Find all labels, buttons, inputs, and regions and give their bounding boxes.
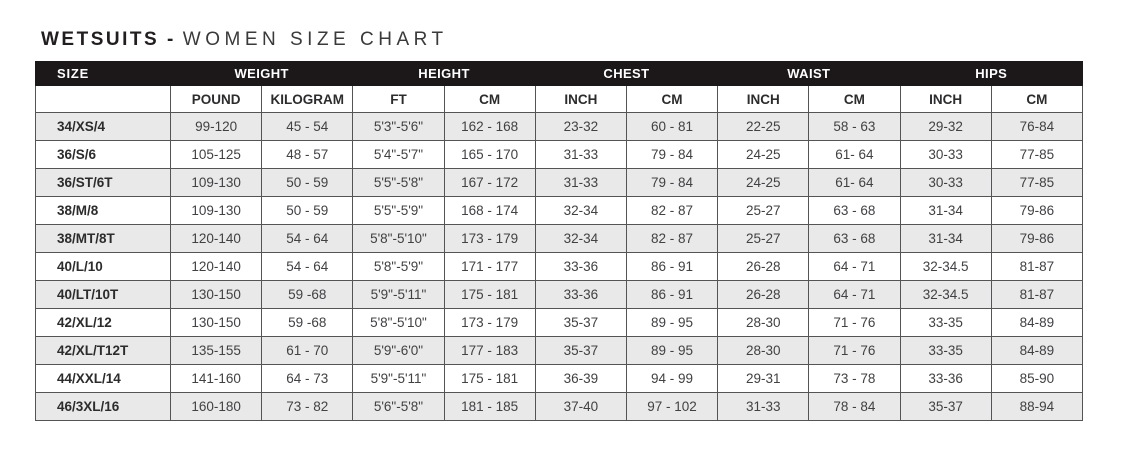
size-cell: 42/XL/12 bbox=[36, 309, 171, 337]
value-cell: 31-33 bbox=[535, 169, 626, 197]
value-cell: 28-30 bbox=[718, 337, 809, 365]
size-cell: 36/S/6 bbox=[36, 141, 171, 169]
value-cell: 120-140 bbox=[171, 225, 262, 253]
value-cell: 85-90 bbox=[991, 365, 1082, 393]
table-row bbox=[36, 281, 1083, 309]
size-chart-table bbox=[35, 61, 1083, 421]
value-cell: 71 - 76 bbox=[809, 309, 900, 337]
value-cell: 24-25 bbox=[718, 169, 809, 197]
subheader-unit-7: INCH bbox=[718, 86, 809, 113]
value-cell: 64 - 71 bbox=[809, 281, 900, 309]
value-cell: 22-25 bbox=[718, 113, 809, 141]
value-cell: 81-87 bbox=[991, 281, 1082, 309]
value-cell: 61- 64 bbox=[809, 169, 900, 197]
subheader-unit-6: CM bbox=[626, 86, 717, 113]
value-cell: 5'9"-6'0" bbox=[353, 337, 444, 365]
value-cell: 5'3"-5'6" bbox=[353, 113, 444, 141]
group-header-row bbox=[36, 62, 1083, 86]
value-cell: 77-85 bbox=[991, 169, 1082, 197]
value-cell: 61 - 70 bbox=[262, 337, 353, 365]
subheader-unit-2: KILOGRAM bbox=[262, 86, 353, 113]
value-cell: 141-160 bbox=[171, 365, 262, 393]
value-cell: 82 - 87 bbox=[626, 197, 717, 225]
size-cell: 36/ST/6T bbox=[36, 169, 171, 197]
table-row bbox=[36, 337, 1083, 365]
value-cell: 28-30 bbox=[718, 309, 809, 337]
value-cell: 64 - 73 bbox=[262, 365, 353, 393]
value-cell: 79 - 84 bbox=[626, 141, 717, 169]
value-cell: 167 - 172 bbox=[444, 169, 535, 197]
value-cell: 84-89 bbox=[991, 337, 1082, 365]
value-cell: 24-25 bbox=[718, 141, 809, 169]
value-cell: 32-34.5 bbox=[900, 281, 991, 309]
value-cell: 36-39 bbox=[535, 365, 626, 393]
value-cell: 82 - 87 bbox=[626, 225, 717, 253]
value-cell: 33-36 bbox=[900, 365, 991, 393]
size-cell: 40/L/10 bbox=[36, 253, 171, 281]
subheader-unit-3: FT bbox=[353, 86, 444, 113]
subheader-unit-5: INCH bbox=[535, 86, 626, 113]
table-row bbox=[36, 253, 1083, 281]
value-cell: 32-34 bbox=[535, 197, 626, 225]
value-cell: 88-94 bbox=[991, 393, 1082, 421]
subheader-unit-9: INCH bbox=[900, 86, 991, 113]
size-cell: 34/XS/4 bbox=[36, 113, 171, 141]
value-cell: 79-86 bbox=[991, 225, 1082, 253]
value-cell: 33-36 bbox=[535, 253, 626, 281]
value-cell: 99-120 bbox=[171, 113, 262, 141]
title-rest: WOMEN SIZE CHART bbox=[182, 29, 448, 50]
value-cell: 86 - 91 bbox=[626, 281, 717, 309]
value-cell: 5'8"-5'10" bbox=[353, 309, 444, 337]
value-cell: 33-35 bbox=[900, 337, 991, 365]
table-row bbox=[36, 113, 1083, 141]
value-cell: 173 - 179 bbox=[444, 225, 535, 253]
value-cell: 50 - 59 bbox=[262, 169, 353, 197]
value-cell: 173 - 179 bbox=[444, 309, 535, 337]
value-cell: 89 - 95 bbox=[626, 309, 717, 337]
value-cell: 31-34 bbox=[900, 197, 991, 225]
group-header-waist: WAIST bbox=[718, 62, 900, 86]
value-cell: 63 - 68 bbox=[809, 225, 900, 253]
value-cell: 23-32 bbox=[535, 113, 626, 141]
value-cell: 63 - 68 bbox=[809, 197, 900, 225]
value-cell: 168 - 174 bbox=[444, 197, 535, 225]
value-cell: 31-33 bbox=[535, 141, 626, 169]
size-cell: 38/MT/8T bbox=[36, 225, 171, 253]
subheader-row bbox=[36, 86, 1083, 113]
value-cell: 48 - 57 bbox=[262, 141, 353, 169]
value-cell: 5'5"-5'9" bbox=[353, 197, 444, 225]
size-cell: 40/LT/10T bbox=[36, 281, 171, 309]
page-title bbox=[41, 30, 1135, 49]
value-cell: 175 - 181 bbox=[444, 281, 535, 309]
value-cell: 26-28 bbox=[718, 281, 809, 309]
value-cell: 94 - 99 bbox=[626, 365, 717, 393]
table-row bbox=[36, 309, 1083, 337]
value-cell: 30-33 bbox=[900, 141, 991, 169]
value-cell: 64 - 71 bbox=[809, 253, 900, 281]
title-brand: WETSUITS - bbox=[41, 29, 176, 50]
table-row bbox=[36, 169, 1083, 197]
value-cell: 89 - 95 bbox=[626, 337, 717, 365]
value-cell: 32-34 bbox=[535, 225, 626, 253]
value-cell: 25-27 bbox=[718, 225, 809, 253]
subheader-unit-8: CM bbox=[809, 86, 900, 113]
value-cell: 120-140 bbox=[171, 253, 262, 281]
value-cell: 5'9"-5'11" bbox=[353, 365, 444, 393]
group-header-weight: WEIGHT bbox=[171, 62, 353, 86]
size-cell: 42/XL/T12T bbox=[36, 337, 171, 365]
value-cell: 79 - 84 bbox=[626, 169, 717, 197]
value-cell: 177 - 183 bbox=[444, 337, 535, 365]
value-cell: 26-28 bbox=[718, 253, 809, 281]
group-header-chest: CHEST bbox=[535, 62, 717, 86]
group-header-hips: HIPS bbox=[900, 62, 1083, 86]
value-cell: 130-150 bbox=[171, 281, 262, 309]
value-cell: 165 - 170 bbox=[444, 141, 535, 169]
value-cell: 5'8"-5'9" bbox=[353, 253, 444, 281]
value-cell: 35-37 bbox=[535, 337, 626, 365]
value-cell: 54 - 64 bbox=[262, 225, 353, 253]
subheader-empty bbox=[36, 86, 171, 113]
value-cell: 59 -68 bbox=[262, 309, 353, 337]
value-cell: 5'9"-5'11" bbox=[353, 281, 444, 309]
value-cell: 84-89 bbox=[991, 309, 1082, 337]
value-cell: 25-27 bbox=[718, 197, 809, 225]
table-row bbox=[36, 141, 1083, 169]
value-cell: 162 - 168 bbox=[444, 113, 535, 141]
value-cell: 97 - 102 bbox=[626, 393, 717, 421]
value-cell: 78 - 84 bbox=[809, 393, 900, 421]
subheader-unit-10: CM bbox=[991, 86, 1082, 113]
value-cell: 60 - 81 bbox=[626, 113, 717, 141]
value-cell: 29-31 bbox=[718, 365, 809, 393]
value-cell: 35-37 bbox=[900, 393, 991, 421]
value-cell: 54 - 64 bbox=[262, 253, 353, 281]
value-cell: 175 - 181 bbox=[444, 365, 535, 393]
value-cell: 5'8"-5'10" bbox=[353, 225, 444, 253]
value-cell: 35-37 bbox=[535, 309, 626, 337]
value-cell: 61- 64 bbox=[809, 141, 900, 169]
value-cell: 37-40 bbox=[535, 393, 626, 421]
group-header-height: HEIGHT bbox=[353, 62, 535, 86]
value-cell: 31-33 bbox=[718, 393, 809, 421]
size-cell: 44/XXL/14 bbox=[36, 365, 171, 393]
value-cell: 30-33 bbox=[900, 169, 991, 197]
table-row bbox=[36, 365, 1083, 393]
subheader-unit-4: CM bbox=[444, 86, 535, 113]
value-cell: 71 - 76 bbox=[809, 337, 900, 365]
table-row bbox=[36, 225, 1083, 253]
value-cell: 5'6"-5'8" bbox=[353, 393, 444, 421]
value-cell: 5'5"-5'8" bbox=[353, 169, 444, 197]
value-cell: 130-150 bbox=[171, 309, 262, 337]
value-cell: 33-35 bbox=[900, 309, 991, 337]
value-cell: 50 - 59 bbox=[262, 197, 353, 225]
table-row bbox=[36, 393, 1083, 421]
value-cell: 171 - 177 bbox=[444, 253, 535, 281]
value-cell: 76-84 bbox=[991, 113, 1082, 141]
table-row bbox=[36, 197, 1083, 225]
value-cell: 59 -68 bbox=[262, 281, 353, 309]
value-cell: 181 - 185 bbox=[444, 393, 535, 421]
size-cell: 38/M/8 bbox=[36, 197, 171, 225]
value-cell: 77-85 bbox=[991, 141, 1082, 169]
value-cell: 73 - 82 bbox=[262, 393, 353, 421]
value-cell: 109-130 bbox=[171, 197, 262, 225]
value-cell: 109-130 bbox=[171, 169, 262, 197]
subheader-unit-1: POUND bbox=[171, 86, 262, 113]
value-cell: 45 - 54 bbox=[262, 113, 353, 141]
value-cell: 79-86 bbox=[991, 197, 1082, 225]
value-cell: 105-125 bbox=[171, 141, 262, 169]
value-cell: 86 - 91 bbox=[626, 253, 717, 281]
value-cell: 58 - 63 bbox=[809, 113, 900, 141]
value-cell: 73 - 78 bbox=[809, 365, 900, 393]
value-cell: 32-34.5 bbox=[900, 253, 991, 281]
group-header-size: SIZE bbox=[36, 62, 171, 86]
value-cell: 5'4"-5'7" bbox=[353, 141, 444, 169]
value-cell: 33-36 bbox=[535, 281, 626, 309]
value-cell: 31-34 bbox=[900, 225, 991, 253]
value-cell: 29-32 bbox=[900, 113, 991, 141]
size-cell: 46/3XL/16 bbox=[36, 393, 171, 421]
value-cell: 160-180 bbox=[171, 393, 262, 421]
value-cell: 135-155 bbox=[171, 337, 262, 365]
value-cell: 81-87 bbox=[991, 253, 1082, 281]
